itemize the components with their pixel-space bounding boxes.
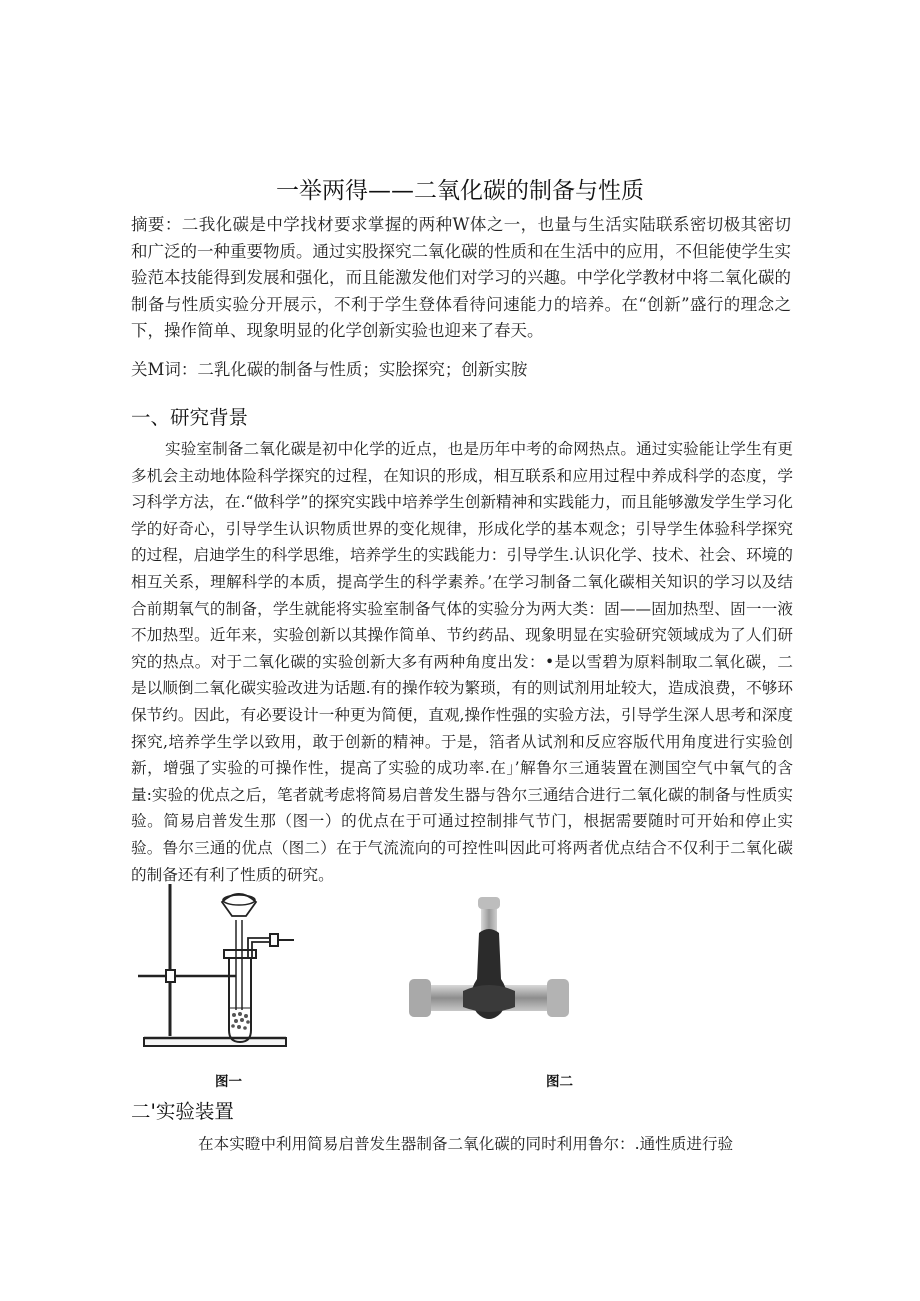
figure-kipp-generator (136, 880, 298, 1060)
section-body-apparatus: 在本实瞪中利用简易启普发生器制备二氧化碳的同时利用鲁尔：.通性质进行验 (198, 1135, 734, 1153)
figure1-caption: 图一 (215, 1074, 242, 1090)
section-heading-background: 一、研究背景 (131, 406, 249, 429)
keywords-line: 关M词：二乳化碳的制备与性质；实脍探究；创新实胺 (131, 360, 528, 379)
luer-three-way-illustration (405, 893, 573, 1043)
section-body-background: 实验室制备二氧化碳是初中化学的近点，也是历年中考的命网热点。通过实验能让学生有更多机会主动地体险科学探究的过程，在知识的形成，相互联系和应用过程中养成科学的态度，学习科学方法，在.“做科学”的探究实践中培养学生创新精神和实践能力，而且能够激发学生学习化学的好奇心，引导学生认识物质世界的变化规律，形成化学的基本观念；引导学生体验科学探究的过程，启迪学生的科学思维，培养学生的实践能力：引导学生.认识化学、技术、社会、环境的相互关系，理解科学的本质，提高学生的科学素养。’在学习制备二氧化碳相关知识的学习以及结合前期氧气的制备，学生就能将实验室制备气体的实验分为两大类：固——固加热型、固一一液不加热型。近年来，实验创新以其操作简单、节约药品、现象明显在实验研究领域成为了人们研究的热点。对于二氧化碳的实验创新大多有两种角度出发：•是以雪碧为原料制取二氧化碳，二是以顺倒二氧化碳实验改进为话题.有的操作较为繁琐，有的则试剂用址较大，造成浪费，不够环保节约。因此，有必要设计一种更为简便，直观,操作性强的实验方法，引导学生深人思考和深度探究,培养学生学以致用，敢于创新的精神。于是，箔者从试剂和反应容版代用角度进行实验创新，增强了实验的可操作性，提高了实验的成功率.在」’解鲁尔三通装置在测国空气中氧气的含量:实验的优点之后，笔者就考虑将简易启普发生器与咎尔三通结合进行二氧化碳的制备与性质实验。简易启普发生那（图一）的优点在于可通过控制排气节门，根据需要随时可开始和停止实验。鲁尔三通的优点（图二）在于气流流向的可控性叫因此可将两者优点结合不仅利于二氧化碳的制备还有利了性质的研究。 (131, 440, 793, 884)
figure-luer-three-way (405, 893, 573, 1043)
kipp-generator-illustration (136, 880, 298, 1060)
figure2-caption: 图二 (546, 1074, 573, 1090)
section-heading-apparatus: 二'实验装置 (131, 1100, 234, 1123)
page-title: 一举两得——二氧化碳的制备与性质 (276, 178, 644, 204)
abstract-paragraph: 摘要：二我化碳是中学找材要求掌握的两种W体之一，也量与生活实陆联系密切极其密切和广泛的一种重要物质。通过实股探究二氧化碳的性质和在生活中的应用，不但能使学生实验范本技能得到发展和强化，而且能激发他们对学习的兴趣。中学化学教材中将二氧化碳的制备与性质实验分开展示，不利于学生登体看待问速能力的培养。在“创新”盛行的理念之下，操作简单、现象明显的化学创新实验也迎来了春天。 (131, 215, 791, 341)
